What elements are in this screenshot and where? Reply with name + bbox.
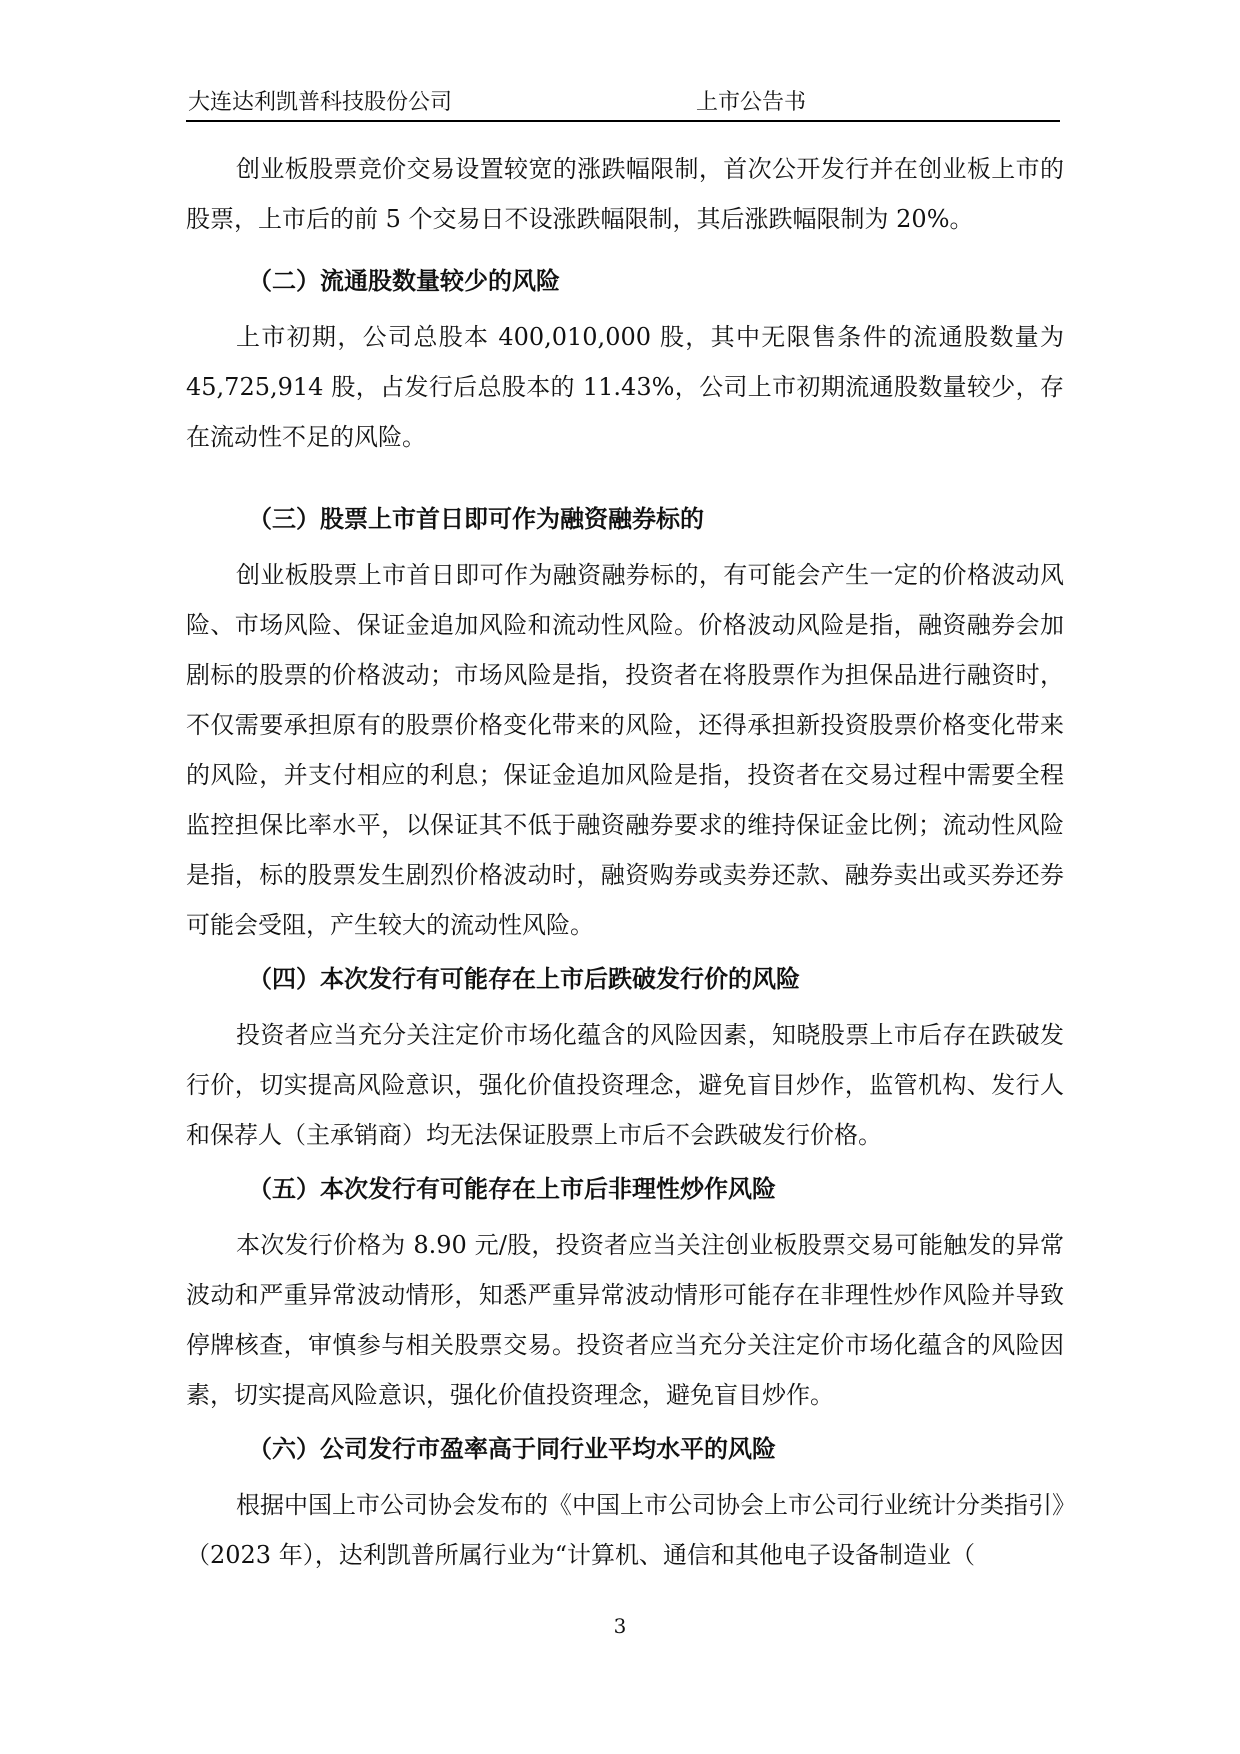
page-header [186,88,1060,122]
paragraph-price-limit: 创业板股票竞价交易设置较宽的涨跌幅限制，首次公开发行并在创业板上市的股票，上市后的前 5 个交易日不设涨跌幅限制，其后涨跌幅限制为 20%。 [186,155,1064,233]
header-company-name: 大连达利凯普科技股份公司 [188,90,453,115]
section-heading-5: （五）本次发行有可能存在上市后非理性炒作风险 [248,1175,776,1203]
section-heading-2: （二）流通股数量较少的风险 [248,267,560,295]
paragraph-below-issue-price: 投资者应当充分关注定价市场化蕴含的风险因素，知晓股票上市后存在跌破发行价，切实提高风险意识，强化价值投资理念，避免盲目炒作，监管机构、发行人和保荐人（主承销商）均无法保证股票上市后不会跌破发行价格。 [186,1021,1064,1149]
page-number: 3 [613,1614,627,1638]
section-heading-4: （四）本次发行有可能存在上市后跌破发行价的风险 [248,965,800,993]
section-heading-3: （三）股票上市首日即可作为融资融券标的 [248,505,704,533]
paragraph-margin-trading: 创业板股票上市首日即可作为融资融券标的，有可能会产生一定的价格波动风险、市场风险、保证金追加风险和流动性风险。价格波动风险是指，融资融券会加剧标的股票的价格波动；市场风险是指，投资者在将股票作为担保品进行融资时，不仅需要承担原有的股票价格变化带来的风险，还得承担新投资股票价格变化带来的风险，并支付相应的利息；保证金追加风险是指，投资者在交易过程中需要全程监控担保比率水平，以保证其不低于融资融券要求的维持保证金比例；流动性风险是指，标的股票发生剧烈价格波动时，融资购券或卖券还款、融券卖出或买券还券可能会受阻，产生较大的流动性风险。 [186,561,1064,939]
paragraph-speculation-risk: 本次发行价格为 8.90 元/股，投资者应当关注创业板股票交易可能触发的异常波动和严重异常波动情形，知悉严重异常波动情形可能存在非理性炒作风险并导致停牌核查，审慎参与相关股票交易。投资者应当充分关注定价市场化蕴含的风险因素，切实提高风险意识，强化价值投资理念，避免盲目炒作。 [186,1231,1064,1409]
paragraph-float-shares: 上市初期，公司总股本 400,010,000 股，其中无限售条件的流通股数量为 45,725,914 股，占发行后总股本的 11.43%，公司上市初期流通股数量较少，存在流动性不足的风险。 [186,323,1064,451]
document-body [186,144,1064,1580]
header-document-title: 上市公告书 [696,90,807,115]
section-heading-6: （六）公司发行市盈率高于同行业平均水平的风险 [248,1435,776,1463]
paragraph-industry-pe: 根据中国上市公司协会发布的《中国上市公司协会上市公司行业统计分类指引》（2023 年），达利凯普所属行业为“计算机、通信和其他电子设备制造业（ [186,1491,1064,1569]
